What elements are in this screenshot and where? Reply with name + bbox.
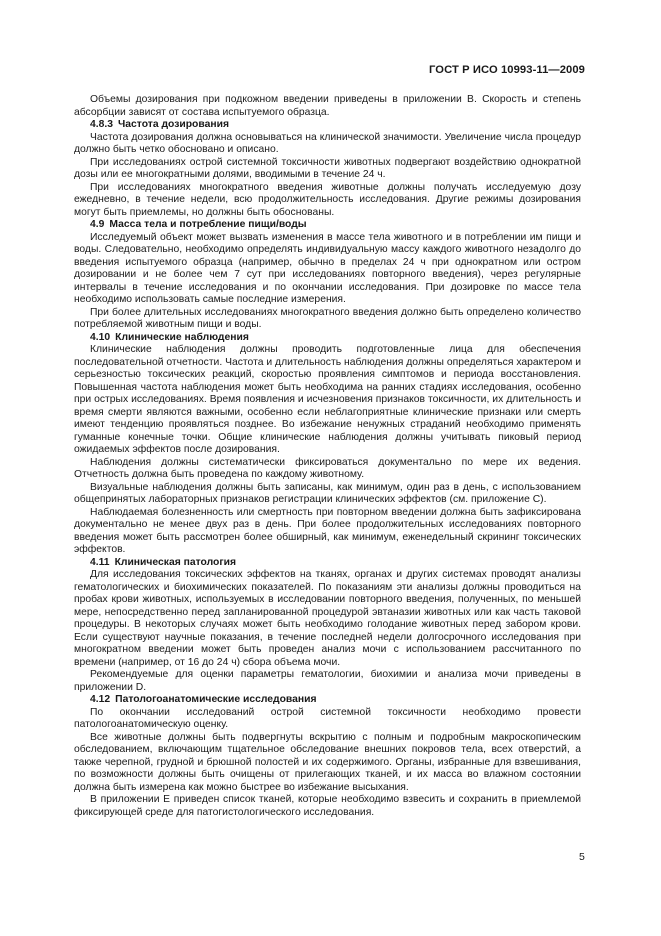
paragraph: По окончании исследований острой системной токсичности необходимо провести патологоанатомическую оценку. [74,706,581,730]
paragraph: При исследованиях многократного введения животные должны получать исследуемую дозу ежедневно, в течение недели, всю продолжительность исследования. Другие режимы дозирования могут быть приемлемы, но должны быть обоснованы. [74,181,581,218]
document-header-title: ГОСТ Р ИСО 10993-11—2009 [429,64,585,76]
section-heading-4-11 [74,557,581,570]
section-number: 4.9 [90,219,105,230]
section-heading-4-12 [74,694,581,707]
paragraph: Все животные должны быть подвергнуты вскрытию с полным и подробным макроскопическим обследованием, включающим тщательное обследование внешних покровов тела, всех отверстий, а также черепной, грудной и брюшной полостей и их содержимого. Органы, избранные для взвешивания, по возможности должны быть очищены от прилегающих тканей, и их масса во влажном состоянии должна быть измерена как можно быстрее во избежание высыхания. [74,731,581,793]
page-number: 5 [579,851,585,863]
section-title: Патологоанатомические исследования [115,694,317,705]
section-title: Масса тела и потребление пищи/воды [109,219,307,230]
paragraph: Визуальные наблюдения должны быть записаны, как минимум, один раз в день, с использованием общепринятых лабораторных признаков регистрации клинических эффектов (см. приложение С). [74,481,581,505]
section-heading-4-8-3 [74,119,581,132]
paragraph: Наблюдаемая болезненность или смертность при повторном введении должна быть зафиксирована документально не менее двух раз в день. При более продолжительных исследованиях повторного введения может быть рассмотрен более обширный, как минимум, еженедельный скрининг токсических эффектов. [74,506,581,555]
paragraph: В приложении Е приведен список тканей, которые необходимо взвесить и сохранить в приемлемой фиксирующей среде для патогистологического исследования. [74,794,581,818]
paragraph: Исследуемый объект может вызвать изменения в массе тела животного и в потреблении им пищи и воды. Следовательно, необходимо определять индивидуальную массу каждого животного незадолго до введения испытуемого образца (например, обычно в пределах 24 ч при однократном или остром дозировании и не более чем 7 сут при исследованиях повторного введения), через регулярные интервалы в течение исследования и по окончании исследования. При дозировке по массе тела необходимо использовать самые последние измерения. [74,231,581,305]
paragraph: Наблюдения должны систематически фиксироваться документально по мере их ведения. Отчетность должна быть проведена по каждому животному. [74,456,581,480]
section-title: Частота дозирования [118,119,229,130]
paragraph: Для исследования токсических эффектов на тканях, органах и других системах проводят анализы гематологических и биохимических показателей. По показаниям эти анализы должны проводиться на пробах крови животных, используемых в исследовании повторного введения, полученных, по меньшей мере, непосредственно перед запланированной процедурой эвтаназии животных или как часть таковой процедуры. В некоторых случаях может быть необходимо голодание животных перед забором крови. Если существуют научные показания, в течение последней недели долгосрочного исследования при многократном введении может быть проведен анализ мочи с использованием рассчитанного по времени (например, от 16 до 24 ч) сбора объема мочи. [74,569,581,668]
section-heading-4-9 [74,219,581,232]
section-number: 4.12 [90,694,111,705]
section-title: Клиническая патология [114,556,237,568]
section-number: 4.8.3 [90,119,114,130]
paragraph: Рекомендуемые для оценки параметры гематологии, биохимии и анализа мочи приведены в приложении D. [74,669,581,693]
section-number: 4.11 [90,556,110,568]
section-number: 4.10 [90,331,111,343]
paragraph: Частота дозирования должна основываться на клинической значимости. Увеличение числа процедур должно быть четко обосновано и описано. [74,131,581,155]
paragraph: При более длительных исследованиях многократного введения должно быть определено количество потребляемой животным пищи и воды. [74,306,581,330]
document-body [74,94,581,819]
paragraph: Объемы дозирования при подкожном введении приведены в приложении В. Скорость и степень абсорбции зависят от состава испытуемого образца. [74,94,581,118]
section-heading-4-10 [74,332,581,345]
section-title: Клинические наблюдения [115,331,249,343]
paragraph: Клинические наблюдения должны проводить подготовленные лица для обеспечения последовательной отчетности. Частота и длительность наблюдения должны определяться характером и серьезностью токсических реакций, скоростью проявления симптомов и периода восстановления. Повышенная частота наблюдения может быть необходима на ранних стадиях исследования, особенно при острых исследованиях. Время появления и исчезновения признаков токсичности, их длительность и время смерти являются важными, особенно если неблагоприятные клинические признаки или смерть имеют тенденцию проявляться позднее. Во избежание ненужных страданий необходимо применять гуманные конечные точки. Общие клинические наблюдения должны учитывать пиковый период ожидаемых эффектов после дозирования. [74,344,581,455]
paragraph: При исследованиях острой системной токсичности животных подвергают воздействию однократной дозы или ее многократными долями, вводимыми в течение 24 ч. [74,156,581,180]
